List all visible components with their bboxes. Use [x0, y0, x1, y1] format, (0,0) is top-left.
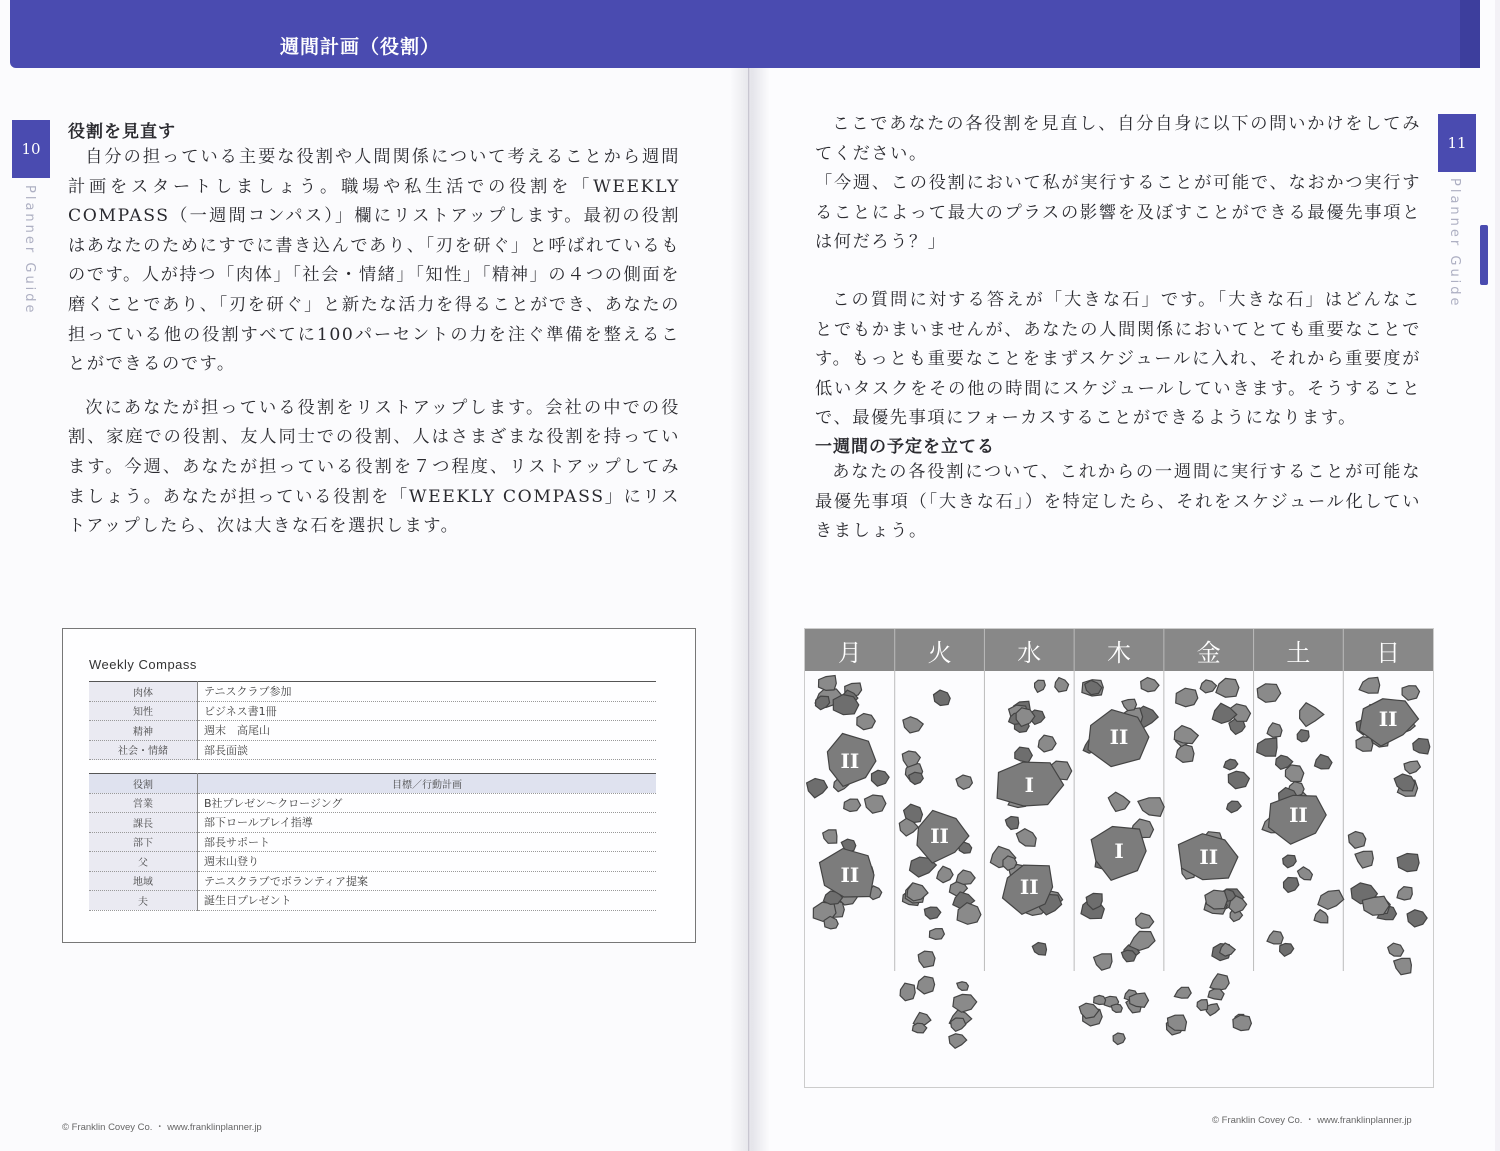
table-header-key: 役割: [89, 774, 198, 794]
table-cell-key: 営業: [89, 793, 198, 813]
small-rock: [1015, 747, 1033, 762]
day-label: 月: [837, 639, 862, 667]
table-cell-value: テニスクラブ参加: [198, 682, 657, 702]
table-cell-value: 部長面談: [198, 740, 657, 760]
small-rock: [953, 994, 977, 1012]
table-row: [89, 793, 656, 813]
big-rock-label: I: [1024, 773, 1034, 797]
small-rock: [1355, 851, 1373, 868]
table-cell-key: 社会・情緒: [89, 740, 198, 760]
page-title: 週間計画（役割）: [280, 36, 441, 58]
small-rock: [1227, 801, 1242, 813]
big-rock-label: I: [1114, 839, 1124, 863]
small-rock: [1388, 943, 1404, 956]
day-label: 土: [1286, 639, 1311, 667]
small-rock: [819, 676, 837, 691]
small-rock: [1413, 739, 1430, 755]
small-rock: [1298, 867, 1313, 880]
small-rock: [1257, 684, 1281, 703]
right-paragraph: この質問に対する答えが「大きな石」です。「大きな石」はどんなことでもかまいませんが、あなたの人間関係においてとても重要なことです。もっとも重要なことをまずスケジュールに入れ、それから重要度が低いタスクをその他の時間にスケジュールしていきます。そうすることで、最優先事項にフォーカスすることができるようになります。: [815, 289, 1421, 429]
small-rock: [823, 830, 837, 843]
small-rock: [917, 976, 935, 994]
small-rock: [1228, 771, 1249, 788]
small-rock: [1122, 699, 1137, 710]
big-rock-label: II: [1019, 875, 1039, 899]
small-rock: [1216, 678, 1239, 697]
day-label: 木: [1107, 639, 1131, 667]
index-tab: [1480, 225, 1488, 285]
small-rock: [816, 696, 830, 710]
small-rock: [872, 770, 890, 786]
small-rock: [1208, 989, 1224, 1000]
day-label: 火: [927, 639, 952, 667]
header-band-edge: [1460, 0, 1480, 68]
small-rock: [1197, 1000, 1208, 1011]
weekly-compass-box: [62, 628, 696, 943]
table-cell-key: 肉体: [89, 682, 198, 702]
big-rock-label: II: [1199, 845, 1219, 869]
table-row: [89, 813, 656, 833]
small-rock: [1394, 958, 1412, 974]
table-row: [89, 701, 656, 721]
small-rock: [1176, 688, 1198, 707]
small-rock: [934, 690, 951, 705]
big-rock-label: II: [1289, 803, 1308, 827]
small-rock: [1003, 856, 1017, 870]
small-rock: [909, 772, 924, 784]
small-rock: [844, 799, 861, 811]
section-heading-week: 一週間の予定を立てる: [815, 437, 995, 457]
small-rock: [1402, 686, 1419, 701]
left-body: [68, 143, 680, 542]
table-cell-value: 週末 高尾山: [198, 721, 657, 741]
small-rock: [1267, 931, 1283, 944]
day-label: 金: [1196, 639, 1221, 667]
small-rock: [1111, 1004, 1122, 1012]
table-row: [89, 891, 656, 911]
small-rock: [1257, 738, 1277, 756]
small-rock: [1315, 755, 1333, 769]
small-rock: [1129, 993, 1148, 1007]
small-rock: [937, 866, 953, 883]
table-cell-value: 部長サポート: [198, 832, 657, 852]
right-body-2: [815, 458, 1421, 547]
small-rock: [1055, 678, 1069, 692]
small-rock: [1284, 878, 1299, 893]
table-row: [89, 740, 656, 760]
table-row: [89, 852, 656, 872]
small-rock: [1005, 817, 1018, 830]
small-rock: [951, 1018, 966, 1031]
table-cell-value: 誕生日プレゼント: [198, 891, 657, 911]
table-cell-key: 父: [89, 852, 198, 872]
big-rock-label: II: [1109, 725, 1129, 749]
table-row: [89, 682, 656, 702]
small-rock: [907, 883, 928, 901]
small-rock: [1038, 735, 1056, 752]
small-rock: [1210, 974, 1229, 990]
big-rock-label: II: [840, 863, 860, 887]
small-rock: [1136, 913, 1154, 928]
small-rock: [1267, 723, 1282, 737]
day-label: 水: [1017, 639, 1042, 667]
small-rock: [1129, 931, 1155, 950]
small-rock: [1206, 1004, 1219, 1016]
footer-left: © Franklin Covey Co. ・ www.franklinplanner.jp: [62, 1122, 262, 1133]
small-rock: [1397, 887, 1412, 900]
small-rock: [865, 795, 886, 813]
right-paragraph: ここであなたの各役割を見直し、自分自身に以下の問いかけをしてみてください。: [815, 114, 1421, 164]
table-cell-value: ビジネス書1冊: [198, 701, 657, 721]
table-cell-key: 地域: [89, 871, 198, 891]
table-cell-key: 知性: [89, 701, 198, 721]
small-rock: [1094, 995, 1106, 1004]
header-band-right: [750, 0, 1475, 68]
roles-table: [89, 773, 656, 911]
small-rock: [1297, 730, 1309, 742]
small-rock: [1113, 1033, 1125, 1045]
left-paragraph: 自分の担っている主要な役割や人間関係について考えることから週間計画をスタートしましょう。職場や私生活での役割を「WEEKLY COMPASS（一週間コンパス）」欄にリストアップします。最初の役割はあなたのためにすでに書き込んであり、「刃を研ぐ」と呼ばれているものです。人が持つ「肉体」「社会・情緒」「知性」「精神」の４つの側面を磨くことであり、「刃を研ぐ」と新たな活力を得ることができ、あなたの担っている他の役割すべてに100パーセントの力を注ぐ準備を整えることができるのです。: [68, 147, 680, 375]
side-label-left: Planner Guide: [22, 185, 37, 316]
small-rock: [1394, 774, 1415, 791]
small-rock: [1362, 896, 1389, 915]
small-rock: [1174, 726, 1198, 744]
gutter: [730, 0, 770, 1151]
small-rock: [1032, 943, 1046, 956]
small-rock: [1141, 678, 1159, 692]
small-rock: [1300, 703, 1324, 727]
small-rock: [1359, 677, 1380, 693]
right-body: [815, 110, 1421, 434]
small-rock: [1397, 854, 1419, 872]
day-label: 日: [1376, 639, 1401, 667]
small-rock: [1094, 954, 1112, 970]
left-paragraph: 次にあなたが担っている役割をリストアップします。会社の中での役割、家庭での役割、友人同士での役割、人はさまざまな役割を持っています。今週、あなたが担っている役割を７つ程度、リストアップしてみましょう。あなたが担っている役割を「WEEKLY COMPASS」にリストアップしたら、次は大きな石を選択します。: [68, 397, 680, 537]
small-rock: [924, 907, 940, 919]
small-rock: [1283, 855, 1297, 868]
small-rock: [957, 982, 969, 991]
sharpen-table: [89, 681, 656, 760]
small-rock: [1035, 680, 1046, 692]
small-rock: [1224, 759, 1238, 770]
small-rock: [949, 1034, 967, 1049]
small-rock: [918, 951, 935, 967]
table-row: [89, 832, 656, 852]
small-rock: [1407, 910, 1427, 927]
table-cell-value: B社プレゼン〜クロージング: [198, 793, 657, 813]
small-rock: [1108, 792, 1130, 811]
big-rock-label: II: [1378, 707, 1398, 731]
table-cell-key: 課長: [89, 813, 198, 833]
small-rock: [956, 775, 972, 789]
small-rock: [929, 929, 944, 940]
small-rock: [1348, 832, 1365, 849]
table-header-value: 目標／行動計画: [198, 774, 657, 794]
big-rocks-illustration: [804, 628, 1434, 1088]
page-number-left: 10: [12, 120, 50, 178]
footer-right: © Franklin Covey Co. ・ www.franklinplanner.jp: [1212, 1115, 1412, 1126]
small-rock: [1200, 680, 1216, 693]
small-rock: [903, 717, 923, 733]
small-rock: [900, 983, 915, 1001]
small-rock: [1016, 708, 1035, 727]
small-rock: [1138, 798, 1164, 817]
table-cell-value: テニスクラブでボランティア提案: [198, 871, 657, 891]
table-cell-key: 部下: [89, 832, 198, 852]
table-row: [89, 721, 656, 741]
small-rock: [1404, 761, 1420, 774]
table-row: [89, 871, 656, 891]
table-cell-key: 精神: [89, 721, 198, 741]
small-rock: [956, 870, 975, 884]
small-rock: [1280, 944, 1294, 957]
section-heading-roles: 役割を見直す: [68, 122, 176, 142]
small-rock: [1122, 950, 1137, 961]
small-rock: [1314, 910, 1328, 923]
side-label-right: Planner Guide: [1447, 178, 1462, 309]
table-header-row: [89, 774, 656, 794]
table-cell-key: 夫: [89, 891, 198, 911]
small-rock: [1233, 1015, 1252, 1031]
small-rock: [857, 714, 876, 730]
right-paragraph: 「今週、この役割において私が実行することが可能で、なおかつ実行することによって最大のプラスの影響を及ぼすことができる最優先事項とは何だろう？」: [815, 173, 1421, 253]
right-paragraph: あなたの各役割について、これからの一週間に実行することが可能な最優先事項（「大きな石」）を特定したら、それをスケジュール化していきましょう。: [815, 462, 1421, 542]
weekly-compass-title: Weekly Compass: [89, 657, 197, 672]
page-number-right: 11: [1438, 114, 1476, 172]
small-rock: [1176, 744, 1194, 762]
big-rock-label: II: [930, 824, 949, 848]
big-rock-label: II: [840, 749, 860, 773]
rocks-svg: [805, 629, 1433, 1087]
table-cell-value: 週末山登り: [198, 852, 657, 872]
small-rock: [807, 779, 828, 798]
small-rock: [1174, 987, 1191, 998]
small-rock: [1016, 829, 1036, 847]
small-rock: [1318, 890, 1344, 909]
table-cell-value: 部下ロールプレイ指導: [198, 813, 657, 833]
header-band-left: [10, 0, 750, 68]
